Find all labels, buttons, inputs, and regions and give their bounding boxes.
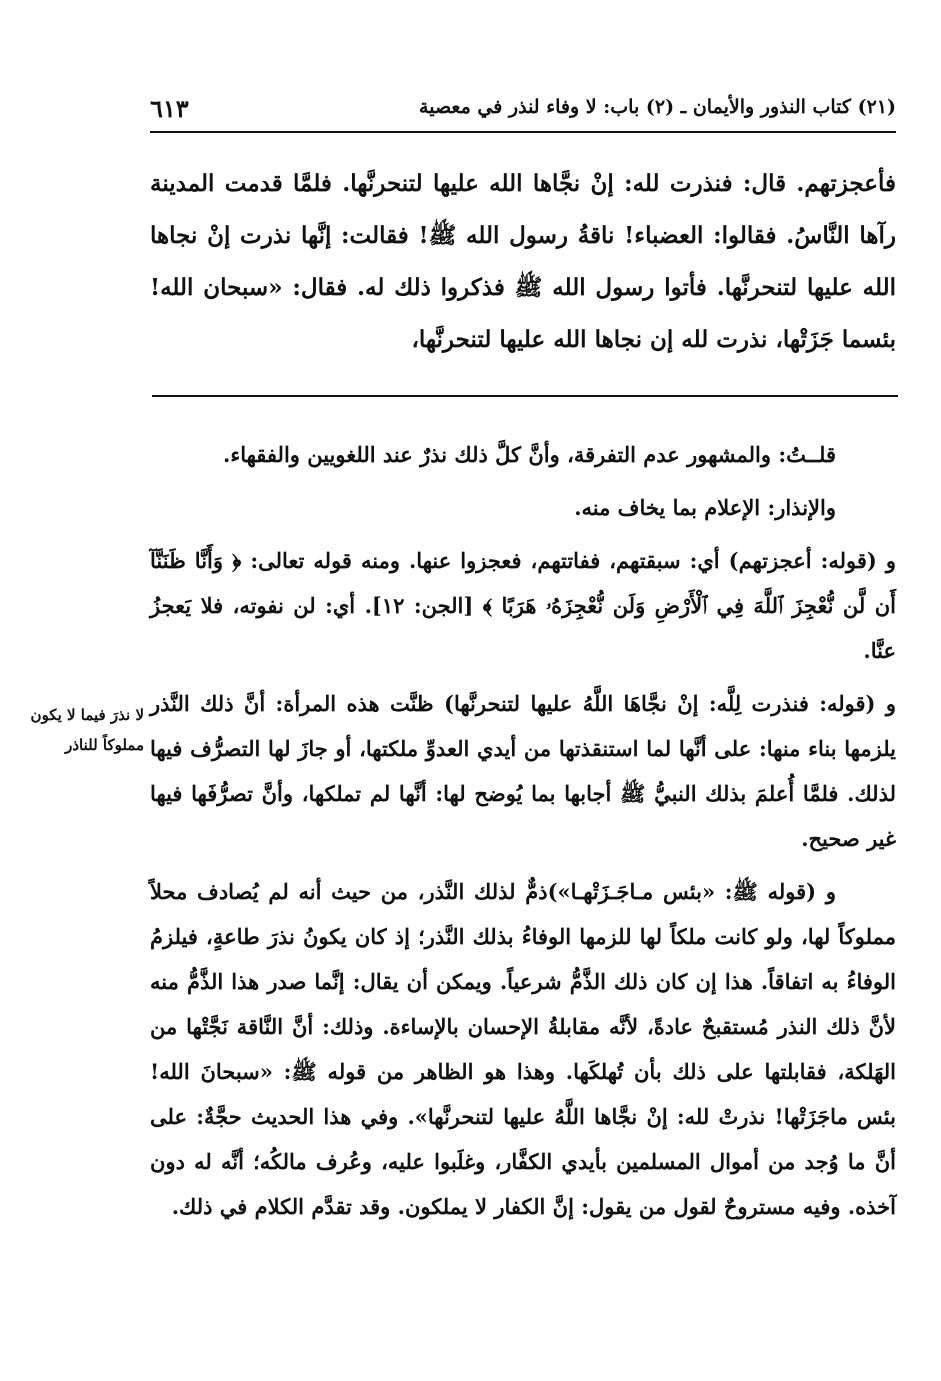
commentary-paragraph: و (قوله ﷺ: «بئس مـاجَـزَتْهـا»)ذمٌّ لذلك النَّذر، من حيث أنه لم يُصادف محلاً مملوكاً لها، ولو كانت ملكاً لها للزمها الوفاءُ بذلك النَّذر؛ إذ كان يكونُ نذرَ طاعةٍ، فيلزمُ الوفاءُ به اتفاقاً. هذا إن كان ذلك الذَّمُّ شرعياً. ويمكن أن يقال: إنَّما صدر هذا الذَّمُّ منه لأنَّ ذلك النذر مُستقبحٌ عادةً، لأنَّه مقابلةُ الإحسان بالإساءة. وذلك: أنَّ النَّاقة نَجَّتْها من الهَلكة، فقابلتها على ذلك بأن تُهلكَها. وهذا هو الظاهر من قوله ﷺ: «سبحانَ الله! بئس ماجَزَتْها! نذرتْ لله: إنْ نجَّاها اللَّهُ عليها لتنحرنَّها». وفي هذا الحديث حجَّةٌ: على أنَّ ما وُجد من أموال المسلمين بأيدي الكفَّار، وغلَبوا عليه، وعُرف مالكُه؛ أنَّه له دون آخذه. وفيه مستروحٌ لقول من يقول: إنَّ الكفار لا يملكون. وقد تقدَّم الكلام في ذلك. [150, 879, 896, 1219]
margin-note: لا نذرَ فيما لا يكون مملوكاً للناذر [30, 706, 144, 754]
commentary-paragraph: قلــتُ: والمشهور عدم التفرقة، وأنَّ كلَّ ذلك نذرٌ عند اللغويين والفقهاء. [223, 442, 836, 467]
commentary-paragraph: و (قوله: أعجزتهم) أي: سبقتهم، ففاتتهم، فعجزوا عنها. ومنه قوله تعالى: ﴿ وَأَنَّا ظَنَنَّآ أَن لَّن نُّعْجِزَ ٱللَّهَ فِي ٱلْأَرْضِ وَلَن نُّعْجِزَهُۥ هَرَبًا ﴾ [الجن: ١٢]. أي: لن نفوته، فلا يَعجزُ عنَّا. [150, 548, 896, 663]
commentary-divider [152, 395, 898, 397]
header-divider [150, 131, 896, 133]
commentary-text [150, 432, 896, 1229]
hadith-paragraph: فأعجزتهم. قال: فنذرت لله: إنْ نجَّاها الله عليها لتنحرنَّها. فلمَّا قدمت المدينة رآها النَّاسُ. فقالوا: العضباء! ناقةُ رسول الله ﷺ! فقالت: إنَّها نذرت إنْ نجاها الله عليها لتنحرنَّها. فأتوا رسول الله ﷺ فذكروا ذلك له. فقال: «سبحان الله! بئسما جَزَتْها، نذرت لله إن نجاها الله عليها لتنحرنَّها، [150, 170, 896, 353]
running-title: (٢١) كتاب النذور والأيمان ـ (٢) باب: لا وفاء لنذر في معصية [419, 96, 896, 118]
page-header [150, 96, 896, 126]
commentary-paragraph: و (قوله: فنذرت لِلَّه: إنْ نجَّاهَا اللَّهُ عليها لتنحرنَّها) ظنَّت هذه المرأة: أنَّ ذلك النَّذر يلزمها بناء منها: على أنَّها لما استنقذتها من أيدي العدوِّ ملكتها، أو جازَ لها التصرُّف فيها لذلك. فلمَّا أُعلمَ بذلك النبيُّ ﷺ أجابها بما يُوضح لها: أنَّها لم تملكها، وأنَّ تصرُّفَها فيها غير صحيح. [150, 691, 896, 851]
page-number: ٦١٣ [150, 94, 189, 123]
commentary-paragraph: والإنذار: الإعلام بما يخاف منه. [574, 495, 836, 520]
hadith-text [150, 158, 896, 366]
